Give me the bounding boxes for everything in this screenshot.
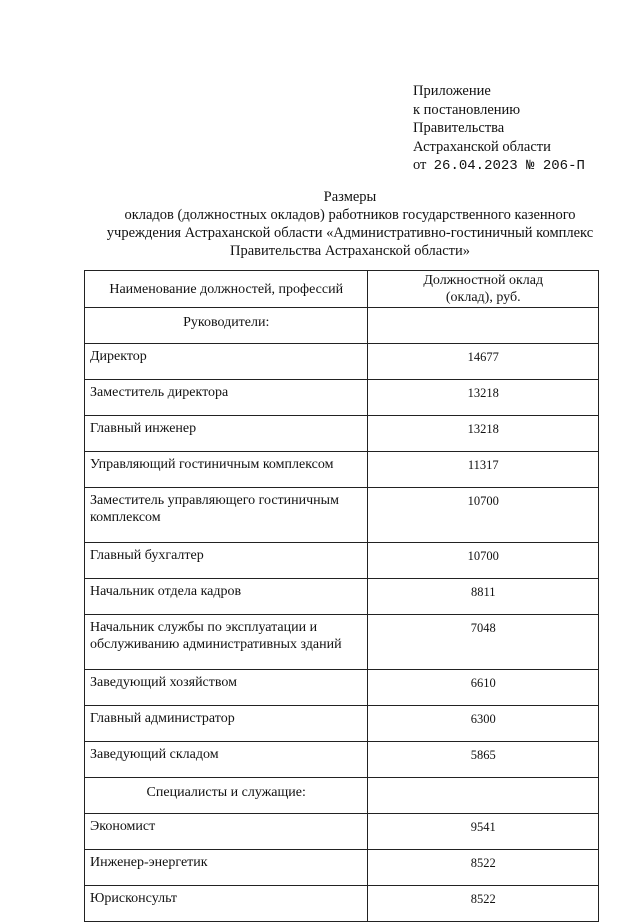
position-name: Юрисконсульт [85,886,368,922]
position-name: Главный бухгалтер [85,543,368,579]
position-name [85,615,368,670]
salary-value: 14677 [368,344,599,380]
section-label: Руководители: [85,308,368,344]
table-row [85,670,599,706]
title-line: учреждения Астраханской области «Административно-гостиничный комплекс [106,225,594,241]
position-name: Экономист [85,814,368,850]
position-name: Инженер-энергетик [85,850,368,886]
salary-value: 10700 [368,543,599,579]
salary-value: 8811 [368,579,599,615]
position-name: Заведующий хозяйством [85,670,368,706]
salary-value: 8522 [368,886,599,922]
table-row [85,886,599,922]
attachment-block [413,82,585,176]
section-label: Специалисты и служащие: [85,778,368,814]
salary-value: 5865 [368,742,599,778]
date-number: 26.04.2023 № 206-П [433,158,585,174]
position-name: Заведующий складом [85,742,368,778]
salary-value: 13218 [368,416,599,452]
table-row [85,850,599,886]
position-name: Начальник отдела кадров [85,579,368,615]
section-row [85,308,599,344]
col-header-salary [368,271,599,308]
attachment-line: Правительства [413,120,505,136]
position-name: Главный инженер [85,416,368,452]
attachment-line: Астраханской области [413,138,551,155]
salary-value: 9541 [368,814,599,850]
position-name: Главный администратор [85,706,368,742]
table-row [85,488,599,543]
title-line: Размеры [323,189,377,205]
salary-value: 10700 [368,488,599,543]
table-row [85,416,599,452]
position-name-line: Начальник службы по эксплуатации и [90,620,318,635]
section-row [85,778,599,814]
salary-value: 7048 [368,615,599,670]
table-row [85,706,599,742]
table-row [85,452,599,488]
table-row [85,344,599,380]
table-row [85,380,599,416]
position-name-line: комплексом [90,510,161,525]
table-header-row [85,271,599,308]
position-name: Директор [85,344,368,380]
position-name-line: Заместитель управляющего гостиничным [90,493,339,508]
position-name [85,488,368,543]
position-name-line: обслуживанию административных зданий [90,637,342,652]
document-title [60,188,640,260]
empty-cell [368,308,599,344]
table-row [85,742,599,778]
salary-value: 6610 [368,670,599,706]
attachment-line: к постановлению [413,101,521,118]
attachment-line: Приложение [413,83,491,99]
col-header-salary-line2: (оклад), руб. [445,290,521,305]
table-row [85,543,599,579]
position-name: Управляющий гостиничным комплексом [85,452,368,488]
title-line: Правительства Астраханской области» [230,243,470,259]
title-line: окладов (должностных окладов) работников государственного казенного [124,207,576,223]
salary-value: 6300 [368,706,599,742]
col-header-salary-line1: Должностной оклад [423,273,544,288]
salary-value: 13218 [368,380,599,416]
position-name: Заместитель директора [85,380,368,416]
table-row [85,579,599,615]
date-prefix: от [413,157,427,173]
attachment-date-line [413,156,585,176]
col-header-position: Наименование должностей, профессий [85,271,368,308]
empty-cell [368,778,599,814]
table-row [85,615,599,670]
salary-value: 8522 [368,850,599,886]
salary-table [84,270,599,922]
table-row [85,814,599,850]
salary-value: 11317 [368,452,599,488]
